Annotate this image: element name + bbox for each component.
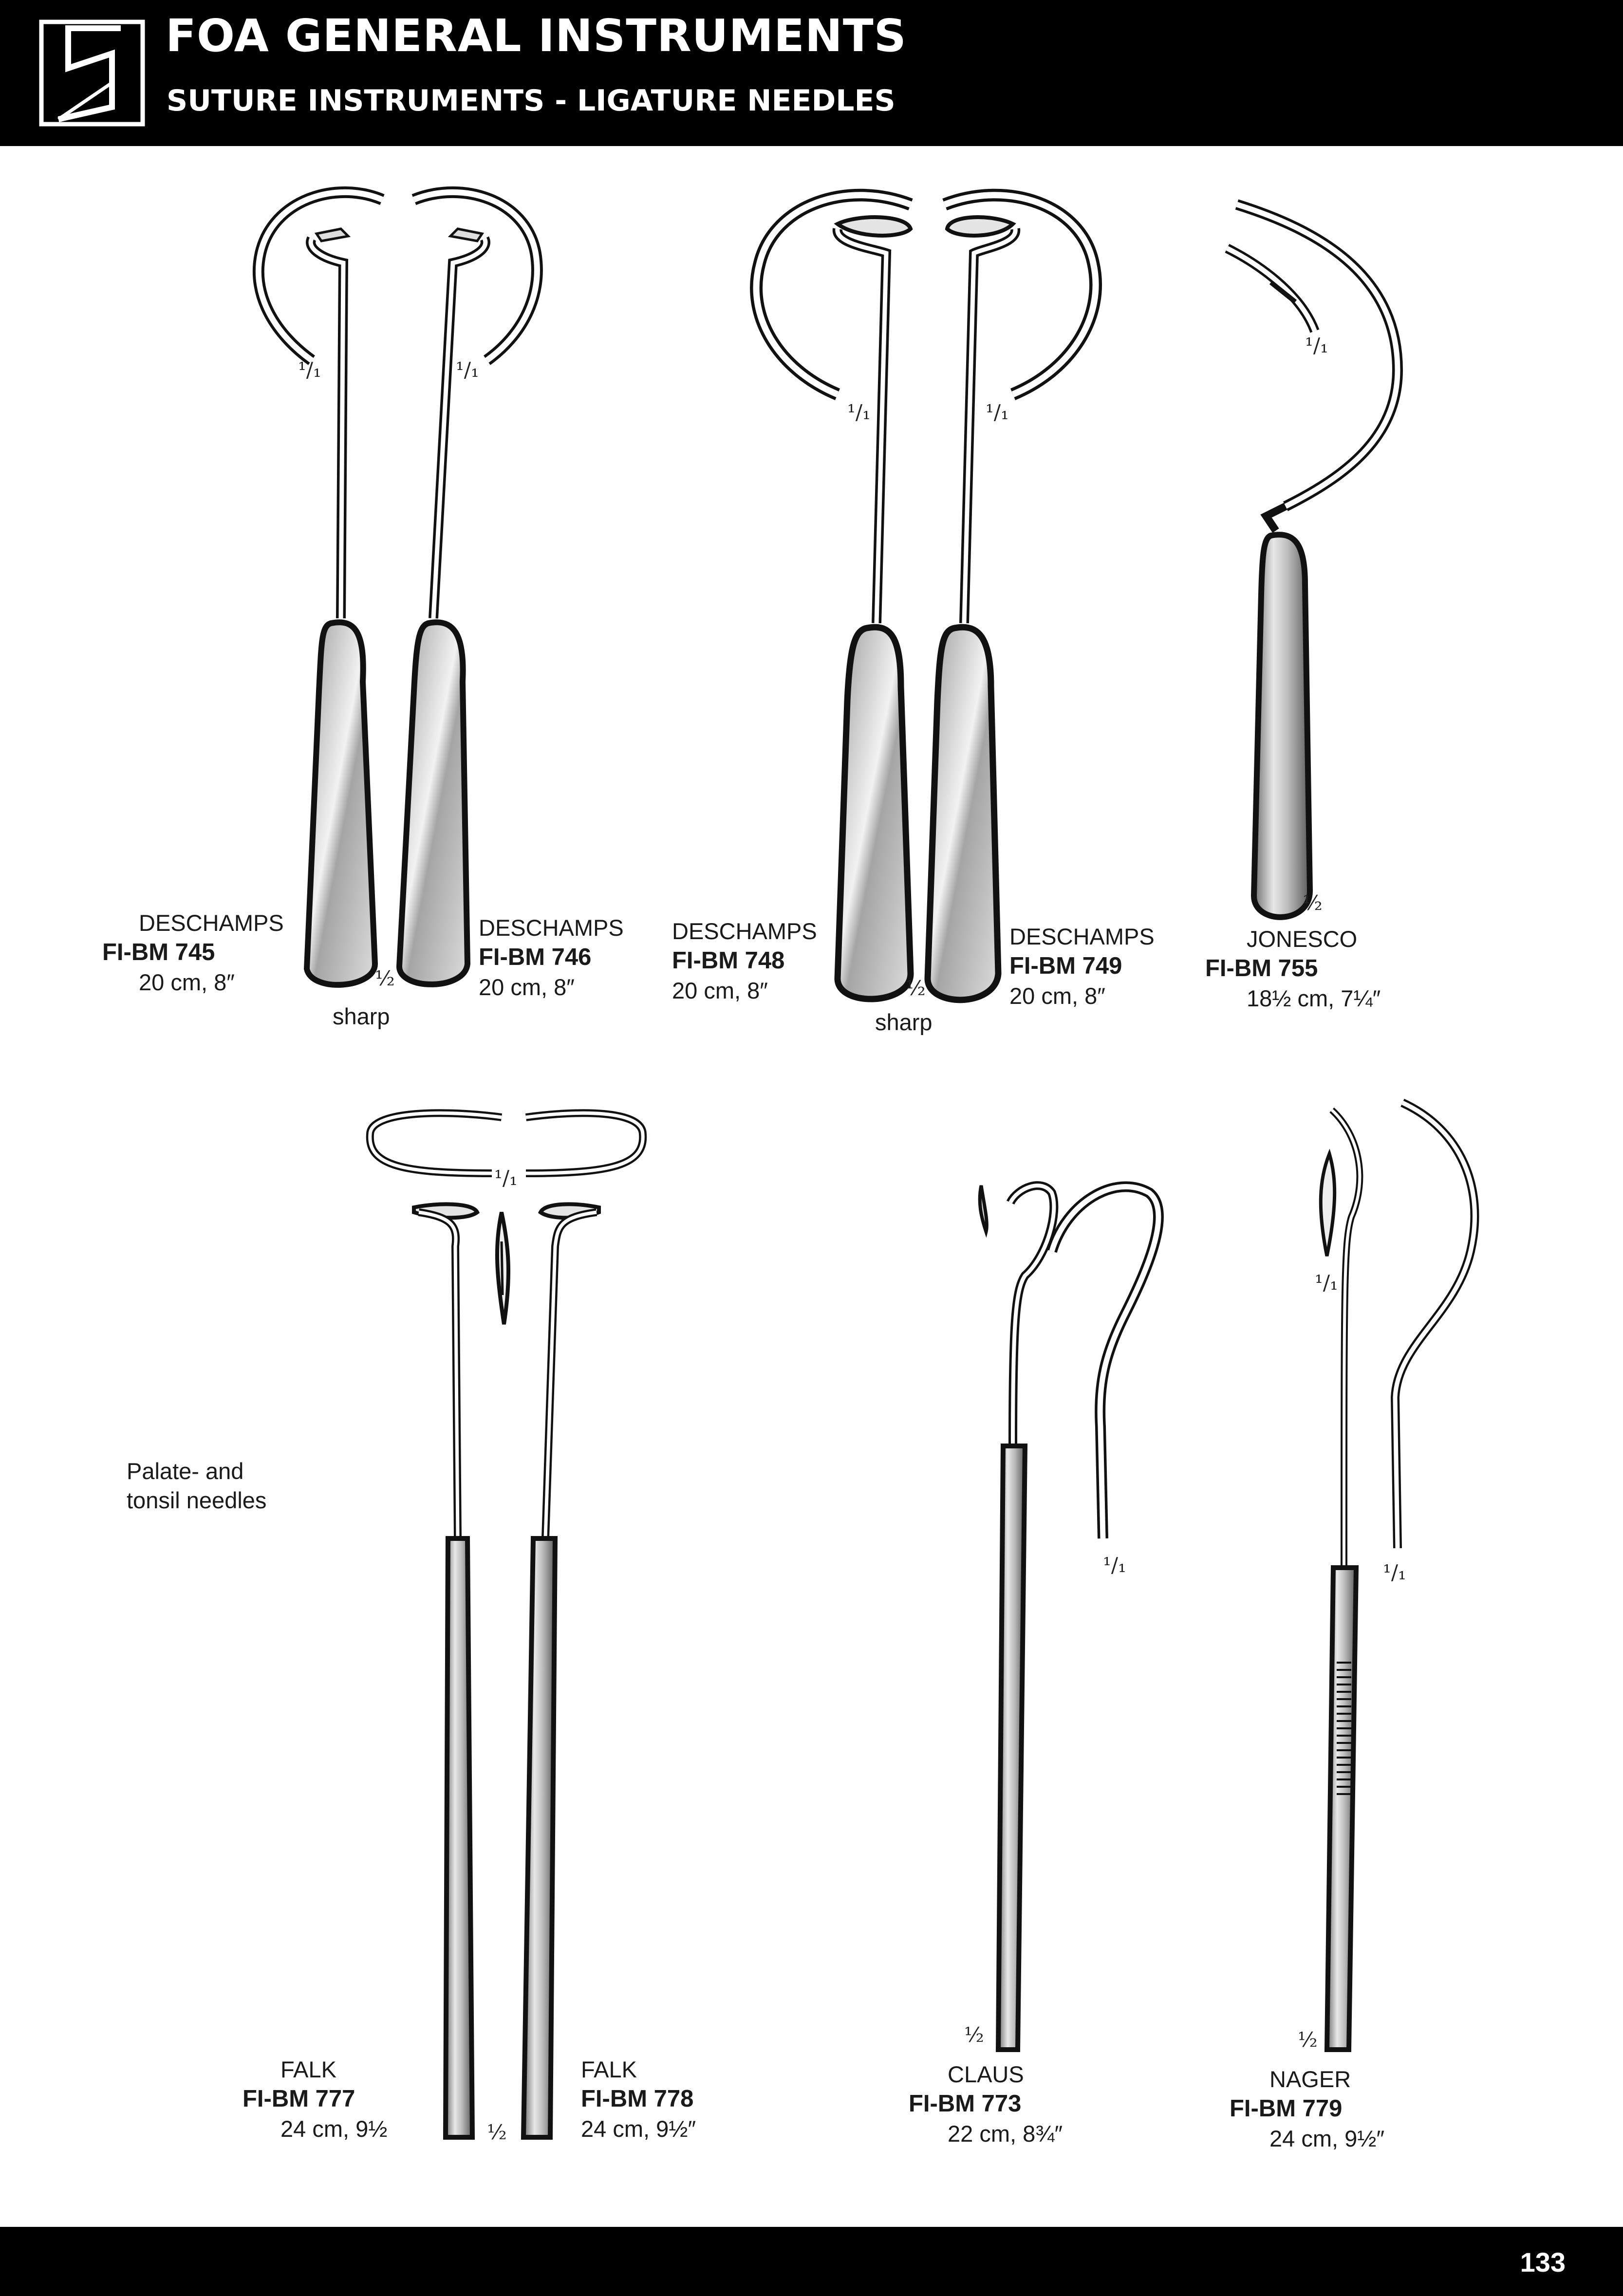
product-name: FALK [581,2056,637,2082]
scale-mark-half: ½ [1303,891,1323,915]
product-size: 20 cm, 8″ [672,978,768,1003]
product-name: DESCHAMPS [139,910,284,936]
product-size: 24 cm, 9½″ [1269,2126,1385,2151]
section-note-line: Palate- and [127,1458,244,1484]
scale-mark-full: ¹/₁ [1383,1560,1406,1584]
scale-mark-full: ¹/₁ [1305,333,1328,357]
product-name: JONESCO [1247,926,1358,952]
scale-mark-half: ½ [487,2120,507,2144]
product-name: CLAUS [948,2061,1024,2087]
product-label [102,908,284,997]
scale-mark-full: ¹/₁ [456,358,479,382]
product-size: 20 cm, 8″ [479,974,575,1000]
product-code: FI-BM 779 [1230,2095,1343,2122]
sharp-note: sharp [875,1009,933,1035]
product-name: NAGER [1269,2066,1351,2092]
page-number: 133 [1520,2247,1566,2277]
product-name: DESCHAMPS [1009,924,1155,949]
product-label [672,916,817,1005]
section-note [127,1457,266,1515]
product-code: FI-BM 745 [102,939,215,965]
product-size: 22 cm, 8¾″ [948,2121,1063,2147]
product-label [581,2055,696,2144]
product-code: FI-BM 755 [1205,955,1318,981]
scale-mark-full: ¹/₁ [298,358,321,382]
product-size: 24 cm, 9½ [280,2116,388,2142]
falk-778-illustration [523,1113,643,2137]
needle-eye-detail-icon [497,1212,508,1324]
product-code: FI-BM 778 [581,2086,694,2112]
scale-mark-full: ¹/₁ [986,400,1009,424]
instrument-illustrations [0,146,1623,2227]
scale-mark-full: ¹/₁ [1315,1271,1338,1295]
product-name: DESCHAMPS [672,918,817,944]
foa-logo-icon [39,19,145,127]
deschamps-746-illustration [399,192,537,984]
sharp-note: sharp [333,1003,390,1029]
product-size: 20 cm, 8″ [1009,983,1105,1009]
scale-mark-half: ½ [964,2023,984,2047]
product-label [1230,2064,1384,2153]
section-subtitle: SUTURE INSTRUMENTS - LIGATURE NEEDLES [167,84,895,118]
product-label [909,2059,1063,2148]
product-size: 20 cm, 8″ [139,969,235,995]
scale-mark-half: ½ [1298,2028,1318,2052]
claus-773-illustration [980,1185,1158,2050]
scale-mark-half: ½ [906,976,926,1000]
product-label [243,2055,387,2144]
product-code: FI-BM 777 [243,2086,355,2112]
falk-777-illustration [370,1113,502,2137]
product-size: 24 cm, 9½″ [581,2116,696,2142]
product-code: FI-BM 773 [909,2091,1022,2117]
scale-mark-half: ½ [375,966,395,990]
product-label [479,913,624,1002]
deschamps-749-illustration [928,195,1096,1000]
page-header [0,0,1623,146]
product-size: 18½ cm, 7¼″ [1247,985,1381,1011]
product-code: FI-BM 748 [672,947,785,974]
product-label [1009,922,1155,1011]
deschamps-745-illustration [259,192,382,985]
brand-title: FOA GENERAL INSTRUMENTS [166,10,907,62]
product-code: FI-BM 749 [1009,953,1122,979]
jonesco-755-illustration [1227,204,1398,917]
product-label [1205,924,1380,1013]
page-footer [0,2227,1623,2296]
scale-mark-full: ¹/₁ [847,400,871,424]
product-name: DESCHAMPS [479,915,624,941]
scale-mark-full: ¹/₁ [1103,1553,1126,1577]
section-note-line: tonsil needles [127,1487,267,1513]
product-code: FI-BM 746 [479,944,592,970]
deschamps-748-illustration [756,195,911,999]
scale-mark-full: ¹/₁ [494,1166,518,1190]
product-name: FALK [280,2056,336,2082]
